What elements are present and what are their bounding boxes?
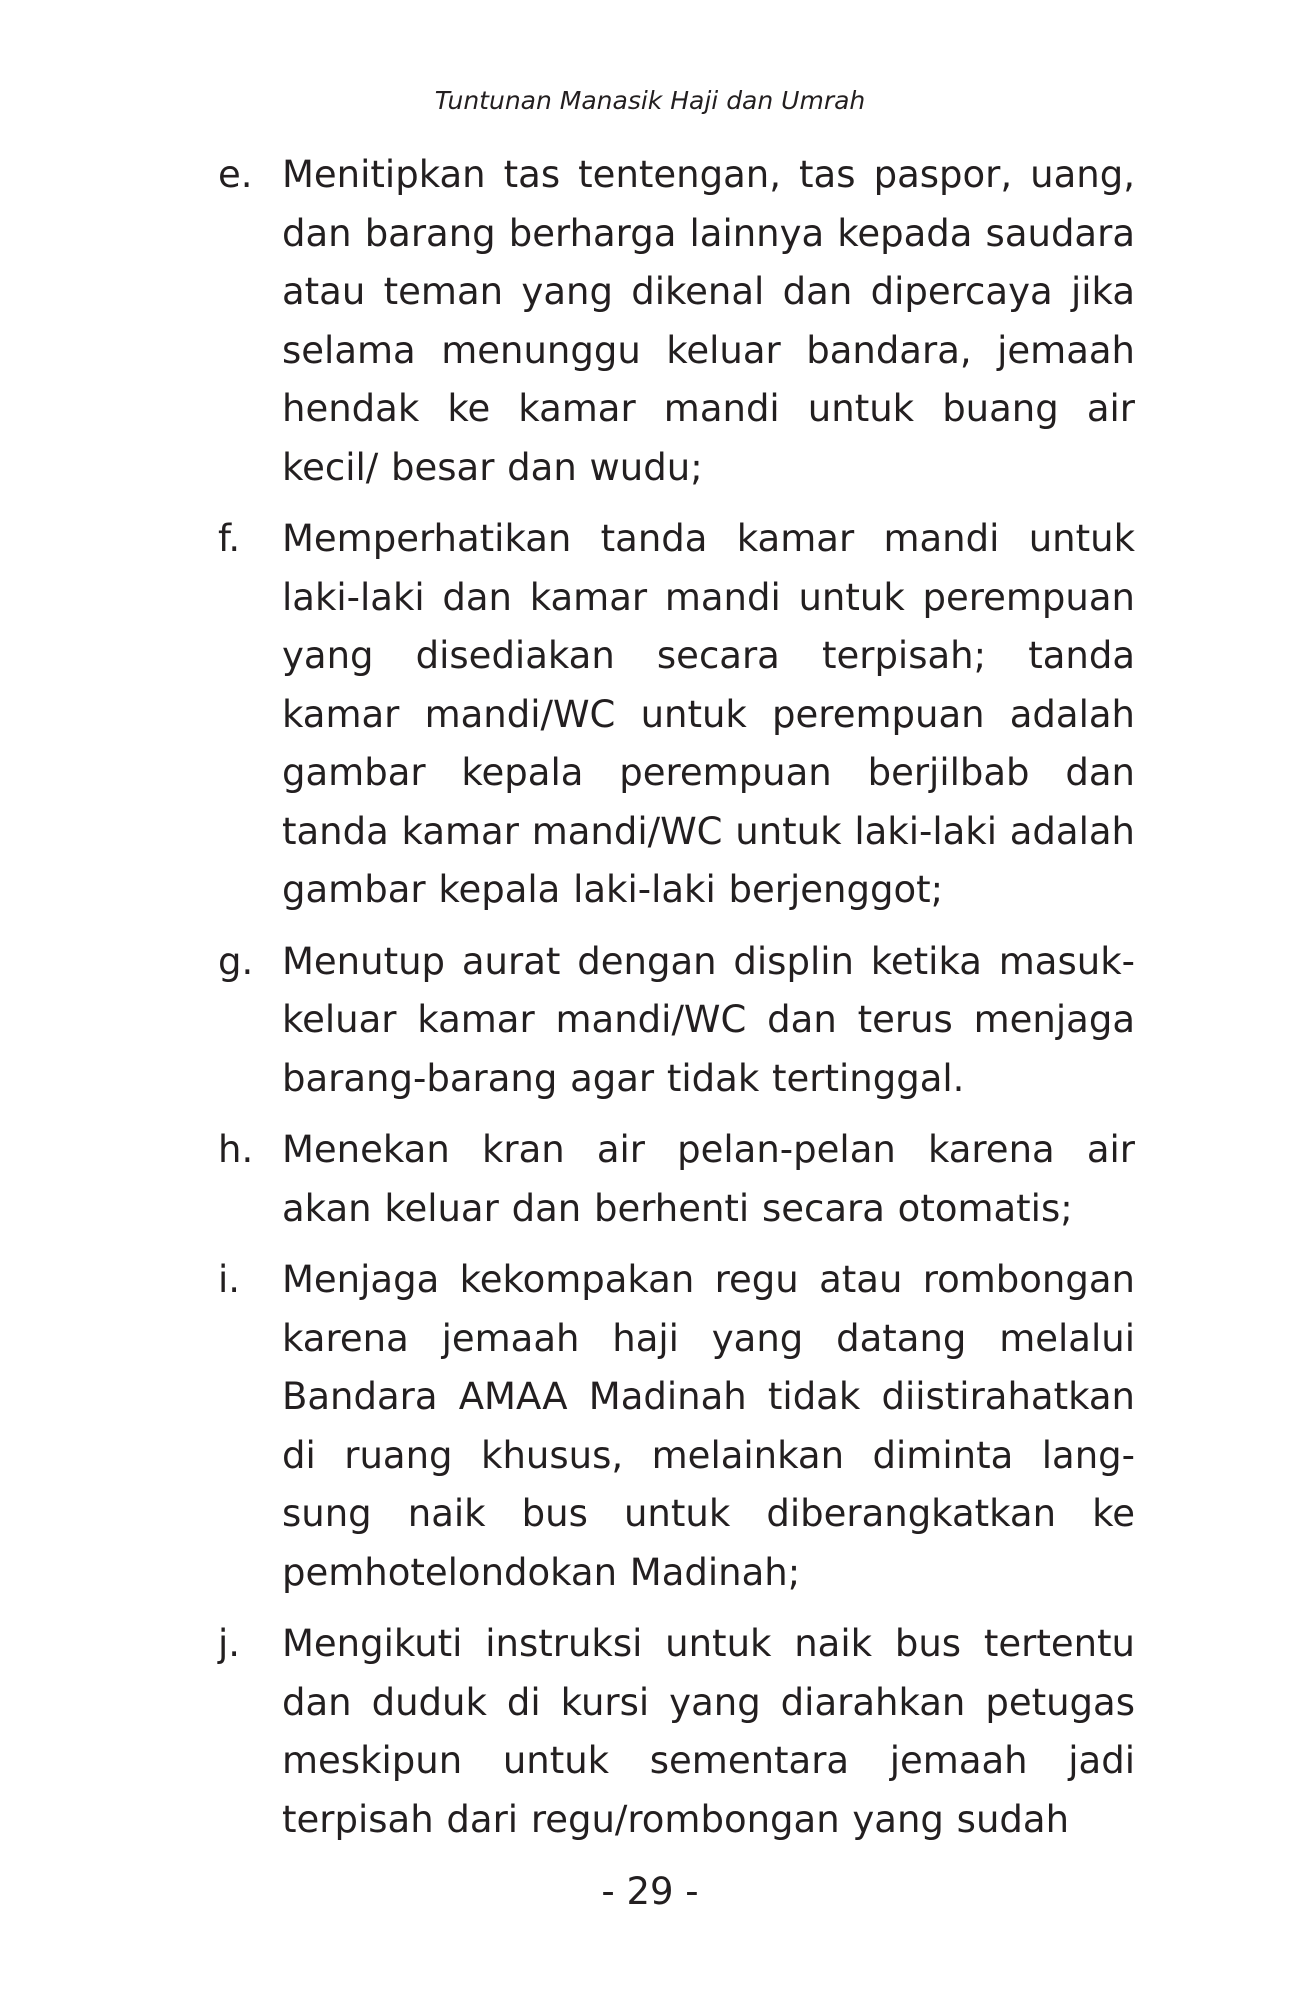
list-item-text: Mengikuti instruksi untuk naik bus tertentu dan duduk di kursi yang diarahkan petugas meskipun untuk sementara jemaah jadi terpisah dari regu/rombongan yang sudah: [282, 1622, 1135, 1841]
list-item-e: [218, 146, 1135, 497]
list-marker: h.: [218, 1128, 254, 1171]
list-item-text: Menitipkan tas tentengan, tas paspor, uang, dan barang berharga lainnya kepada saudara atau teman yang dikenal dan dipercaya jika selama menunggu keluar bandara, jemaah hendak ke kamar mandi untuk buang air kecil/ besar dan wudu;: [282, 153, 1135, 489]
list-item-g: [218, 933, 1135, 1109]
list-item-i: [218, 1251, 1135, 1602]
list-marker: f.: [218, 517, 241, 560]
list-item-f: [218, 510, 1135, 920]
list-item-text: Menekan kran air pelan-pelan karena air akan keluar dan berhenti secara otomatis;: [282, 1128, 1135, 1230]
list-marker: g.: [218, 939, 254, 983]
page-number: - 29 -: [601, 1870, 699, 1913]
list-item-text: Memperhatikan tanda kamar mandi untuk laki-laki dan kamar mandi untuk perempuan yang disediakan secara terpisah; tanda kamar mandi/WC untuk perempuan adalah gambar kepala perempuan berjilbab dan tanda kamar mandi/WC untuk laki-laki adalah gambar kepala laki-laki berjenggot;: [282, 517, 1135, 911]
list-item-j: [218, 1615, 1135, 1849]
list-item-h: [218, 1121, 1135, 1238]
list-item-text: Menutup aurat dengan displin ketika masuk-keluar kamar mandi/WC dan terus menjaga barang-barang agar tidak tertinggal.: [282, 939, 1135, 1100]
list-body: [218, 146, 1135, 1862]
list-marker: i.: [218, 1258, 241, 1301]
list-marker: j.: [218, 1622, 241, 1665]
running-header: Tuntunan Manasik Haji dan Umrah: [434, 86, 866, 115]
list-marker: e.: [218, 153, 253, 196]
list-item-text: Menjaga kekompakan regu atau rombongan karena jemaah haji yang datang melalui Bandara AMAA Madinah tidak diistirahatkan di ruang khusus, melainkan diminta lang-sung naik bus untuk diberangkatkan ke pemhotelondokan Madinah;: [282, 1258, 1135, 1594]
